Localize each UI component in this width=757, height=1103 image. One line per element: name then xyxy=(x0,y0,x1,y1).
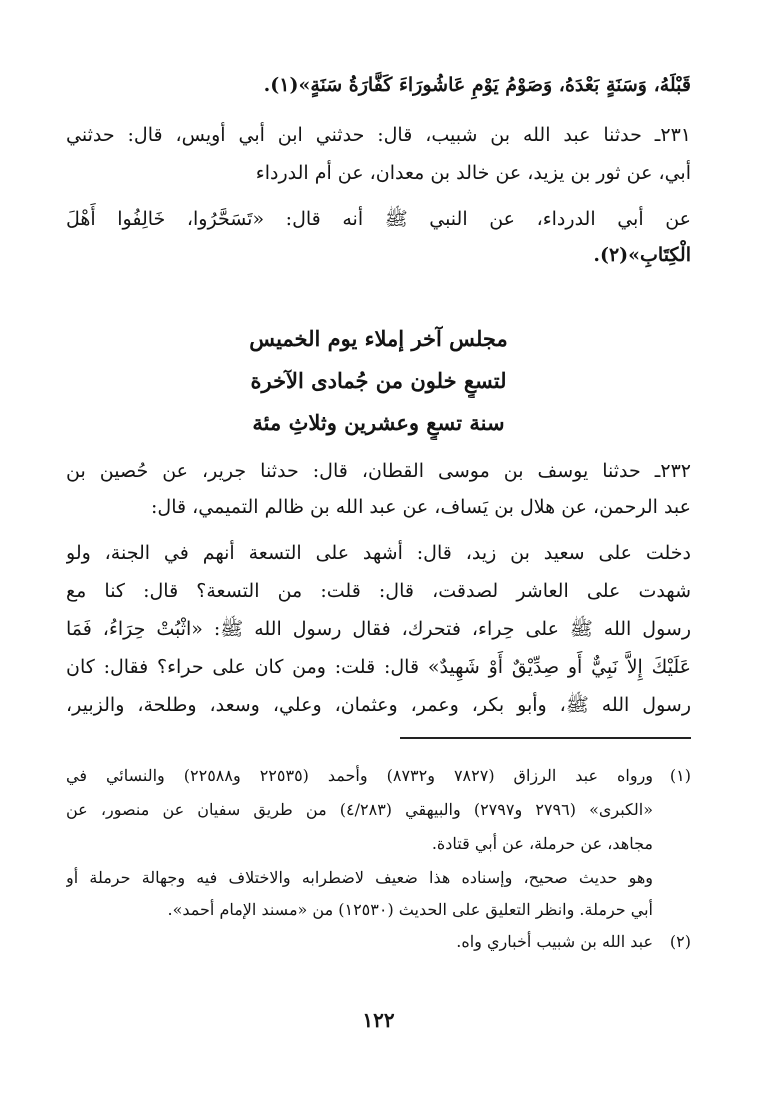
footnote-1-line-4: وهو حديث صحيح، وإسناده هذا ضعيف لاضطرابه والاختلاف فيه وجهالة حرملة أو xyxy=(66,868,653,887)
hadith-232-line-6: عَلَيْكَ إِلاَّ نَبِيٌّ أَو صِدِّيْقٌ أَوْ شَهِيدٌ» قال: قلت: ومن كان على حراء؟ فقال: كان xyxy=(66,656,691,678)
session-heading-line-3: سنة تسعٍ وعشرين وثلاثِ مئة xyxy=(252,410,505,435)
footnote-2-marker: (٢) xyxy=(669,932,691,951)
hadith-232-line-5: رسول الله ﷺ على حِراء، فتحرك، فقال رسول الله ﷺ: «اثْبُتْ حِرَاءُ، فَمَا xyxy=(66,618,691,640)
footnote-1-line-3: مجاهد، عن حرملة، عن أبي قتادة. xyxy=(431,834,653,853)
hadith-232-line-4: شهدت على العاشر لصدقت، قال: قلت: من التسعة؟ قال: كنا مع xyxy=(66,580,691,602)
page-number: ١٢٢ xyxy=(362,1008,395,1032)
footnote-1-line-1: ورواه عبد الرزاق (٧٨٢٧ و٨٧٣٢) وأحمد (٢٢٥٣٥ و٢٢٥٨٨) والنسائي في xyxy=(66,766,653,785)
hadith-232-line-3: دخلت على سعيد بن زيد، قال: أشهد على التسعة أنهم في الجنة، ولو xyxy=(66,542,691,564)
continuation-line: قَبْلَهُ، وَسَنَةٍ بَعْدَهُ، وَصَوْمُ يَوْمِ عَاشُورَاءَ كَفَّارَةُ سَنَةٍ»(١). xyxy=(263,74,691,96)
footnote-1-line-5: أبي حرملة. وانظر التعليق على الحديث (١٢٥٣٠) من «مسند الإمام أحمد». xyxy=(167,900,653,919)
footnote-separator xyxy=(400,737,691,739)
hadith-232-line-2: عبد الرحمن، عن هلال بن يَساف، عن عبد الله بن ظالم التميمي، قال: xyxy=(151,496,691,518)
footnote-1-line-2: «الكبرى» (٢٧٩٦ و٢٧٩٧) والبيهقي (٤/٢٨٣) من طريق سفيان عن منصور، عن xyxy=(66,800,653,819)
hadith-231-line-2: أبي، عن ثور بن يزيد، عن خالد بن معدان، عن أم الدرداء xyxy=(255,162,691,184)
footnote-1-marker: (١) xyxy=(669,766,691,785)
hadith-231-line-1: ٢٣١ـ حدثنا عبد الله بن شبيب، قال: حدثني ابن أبي أويس، قال: حدثني xyxy=(66,124,691,146)
hadith-231-line-4: الْكِتَابِ»(٢). xyxy=(593,244,691,266)
session-heading-line-1: مجلس آخر إملاء يوم الخميس xyxy=(249,326,508,351)
footnote-2-line-1: عبد الله بن شبيب أخباري واه. xyxy=(456,932,653,951)
session-heading-line-2: لتسعٍ خلون من جُمادى الآخرة xyxy=(250,368,507,393)
hadith-231-line-3: عن أبي الدرداء، عن النبي ﷺ أنه قال: «تَسَحَّرُوا، خَالِفُوا أَهْلَ xyxy=(66,208,691,230)
hadith-232-line-1: ٢٣٢ـ حدثنا يوسف بن موسى القطان، قال: حدثنا جرير، عن حُصين بن xyxy=(66,460,691,482)
hadith-232-line-7: رسول الله ﷺ، وأبو بكر، وعمر، وعثمان، وعلي، وسعد، وطلحة، والزبير، xyxy=(66,694,691,716)
